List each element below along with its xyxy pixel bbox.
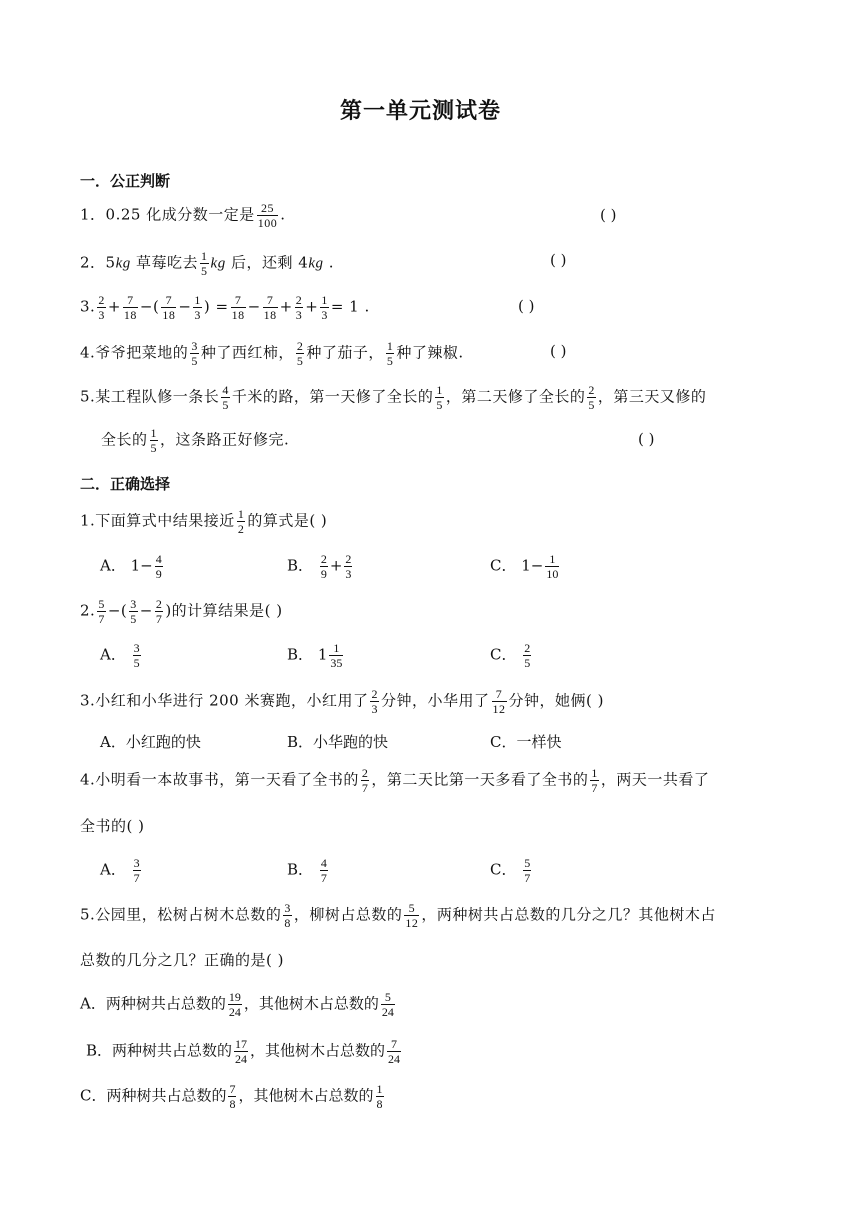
fraction: $\frac{7}{18}$ <box>231 293 245 322</box>
option-c[interactable]: C．一样快 <box>490 733 562 751</box>
judge-question-4: 4.爷爷把菜地的 $\frac{3}{5}$ 种了西红柿， $\frac{2}{5}$ 种了茄子， $\frac{1}{5}$ 种了辣椒. <box>80 339 464 368</box>
choice-question-4-cont: 全书的( ) <box>80 817 145 835</box>
option-b[interactable]: B．小华跑的快 <box>287 733 389 751</box>
option-b[interactable]: B． $\frac{2}{9}$ + $\frac{2}{3}$ <box>287 552 352 581</box>
fraction: $\frac{5}{7}$ <box>98 597 105 626</box>
option-a[interactable]: A．小红跑的快 <box>100 733 201 751</box>
fraction: $\frac{7}{18}$ <box>263 293 277 322</box>
choice-question-5: 5.公园里，松树占树木总数的 $\frac{3}{8}$ ，柳树占总数的 $\frac{5}{12}$ ，两种树共占总数的几分之几？其他树木占 <box>80 901 716 930</box>
option-a[interactable]: A． 1− $\frac{4}{9}$ <box>100 552 162 581</box>
fraction: $\frac{1}{5}$ <box>150 426 158 455</box>
choice-question-1: 1.下面算式中结果接近 $\frac{1}{2}$ 的算式是( ) <box>80 507 328 536</box>
fraction: $\frac{2}{3}$ <box>345 552 352 581</box>
fraction: $\frac{4}{5}$ <box>222 383 229 412</box>
option-c[interactable]: C． 1− $\frac{1}{10}$ <box>490 552 559 581</box>
choice-question-5-cont: 总数的几分之几？正确的是( ) <box>80 951 284 969</box>
fraction: $\frac{1}{7}$ <box>591 766 598 795</box>
fraction: $\frac{17}{24}$ <box>235 1037 248 1066</box>
choice-question-2: 2. $\frac{5}{7}$ −( $\frac{3}{5}$ − $\frac{2}{7}$ )的计算结果是( ) <box>80 597 283 626</box>
section-heading-choice: 二．正确选择 <box>80 475 171 493</box>
fraction: $\frac{1}{5}$ <box>386 339 394 368</box>
section-heading-judgment: 一．公正判断 <box>80 172 171 190</box>
judge-question-1: 1．0.25 化成分数一定是 $\frac{25}{100}$ . <box>80 201 286 230</box>
fraction: $\frac{2}{7}$ <box>155 597 163 626</box>
fraction: $\frac{1}{3}$ <box>321 293 328 322</box>
fraction: $\frac{2}{5}$ <box>296 339 304 368</box>
fraction: $\frac{1}{8}$ <box>376 1082 383 1111</box>
option-b[interactable]: B． $\frac{4}{7}$ <box>287 856 327 885</box>
fraction: $\frac{3}{5}$ <box>130 597 137 626</box>
fraction: $\frac{5}{24}$ <box>381 990 394 1019</box>
fraction: $\frac{3}{8}$ <box>284 901 291 930</box>
fraction: $\frac{1}{2}$ <box>237 507 245 536</box>
fraction: $\frac{2}{7}$ <box>361 766 369 795</box>
option-b[interactable]: B． 1 $\frac{1}{35}$ <box>287 641 343 670</box>
choice-question-4: 4.小明看一本故事书，第一天看了全书的 $\frac{2}{7}$ ，第二天比第一天多看了全书的 $\frac{1}{7}$ ，两天一共看了 <box>80 766 710 795</box>
fraction: $\frac{1}{5}$ <box>436 383 443 412</box>
fraction: $\frac{3}{5}$ <box>133 641 140 670</box>
answer-blank-5[interactable]: ( ) <box>638 430 655 448</box>
fraction: $\frac{1}{35}$ <box>330 641 343 670</box>
option-b[interactable]: B．两种树共占总数的 $\frac{17}{24}$ ，其他树木占总数的 $\frac{7}{24}$ <box>86 1037 401 1066</box>
option-a[interactable]: A． $\frac{3}{5}$ <box>100 641 140 670</box>
fraction: $\frac{2}{3}$ <box>371 687 378 716</box>
option-c[interactable]: C． $\frac{5}{7}$ <box>490 856 531 885</box>
fraction: $\frac{4}{7}$ <box>320 856 327 885</box>
fraction: $\frac{1}{10}$ <box>546 552 559 581</box>
fraction: $\frac{3}{7}$ <box>133 856 140 885</box>
fraction: $\frac{19}{24}$ <box>228 990 241 1019</box>
judge-question-5-cont: 全长的 $\frac{1}{5}$ ，这条路正好修完. <box>101 426 290 455</box>
page-title: 第一单元测试卷 <box>340 99 502 124</box>
answer-blank-1[interactable]: ( ) <box>600 206 617 224</box>
fraction: $\frac{5}{12}$ <box>405 901 419 930</box>
choice-question-3: 3.小红和小华进行 200 米赛跑，小红用了 $\frac{2}{3}$ 分钟，小华用了 $\frac{7}{12}$ 分钟，她俩( ) <box>80 687 604 716</box>
fraction: $\frac{1}{5}$ <box>201 249 208 278</box>
fraction: $\frac{2}{5}$ <box>524 641 531 670</box>
fraction: $\frac{4}{9}$ <box>155 552 162 581</box>
fraction: $\frac{2}{9}$ <box>320 552 327 581</box>
fraction: $\frac{25}{100}$ <box>257 201 278 230</box>
option-a[interactable]: A． $\frac{3}{7}$ <box>100 856 140 885</box>
fraction: $\frac{7}{8}$ <box>229 1082 236 1111</box>
judge-question-2: 2．5kg 草莓吃去 $\frac{1}{5}$ kg 后，还剩 4kg . <box>80 249 335 278</box>
fraction: $\frac{7}{18}$ <box>162 293 176 322</box>
fraction: $\frac{7}{24}$ <box>388 1037 401 1066</box>
fraction: $\frac{3}{5}$ <box>191 339 198 368</box>
judge-question-3: 3. $\frac{2}{3}$ + $\frac{7}{18}$ −( $\frac{7}{18}$ − $\frac{1}{3}$ ) = $\frac{7}{18}$ − $\frac{7}{18}$ + $\frac{2}{3}$ + $\frac{1}{3}$ = 1 . <box>80 293 370 322</box>
question-text: 1．0.25 化成分数一定是 <box>80 205 255 224</box>
fraction: $\frac{2}{3}$ <box>98 293 105 322</box>
judge-question-5: 5.某工程队修一条长 $\frac{4}{5}$ 千米的路，第一天修了全长的 $\frac{1}{5}$ ，第二天修了全长的 $\frac{2}{5}$ ，第三天又修的 <box>80 383 707 412</box>
option-a[interactable]: A．两种树共占总数的 $\frac{19}{24}$ ，其他树木占总数的 $\frac{5}{24}$ <box>80 990 394 1019</box>
fraction: $\frac{5}{7}$ <box>524 856 531 885</box>
fraction: $\frac{2}{5}$ <box>588 383 595 412</box>
fraction: $\frac{1}{3}$ <box>194 293 201 322</box>
option-c[interactable]: C．两种树共占总数的 $\frac{7}{8}$ ，其他树木占总数的 $\frac{1}{8}$ <box>80 1082 383 1111</box>
fraction: $\frac{7}{18}$ <box>123 293 137 322</box>
answer-blank-4[interactable]: ( ) <box>550 342 567 360</box>
fraction: $\frac{2}{3}$ <box>295 293 303 322</box>
answer-blank-2[interactable]: ( ) <box>550 251 567 269</box>
option-c[interactable]: C． $\frac{2}{5}$ <box>490 641 531 670</box>
answer-blank-3[interactable]: ( ) <box>518 297 535 315</box>
fraction: $\frac{7}{12}$ <box>492 687 506 716</box>
